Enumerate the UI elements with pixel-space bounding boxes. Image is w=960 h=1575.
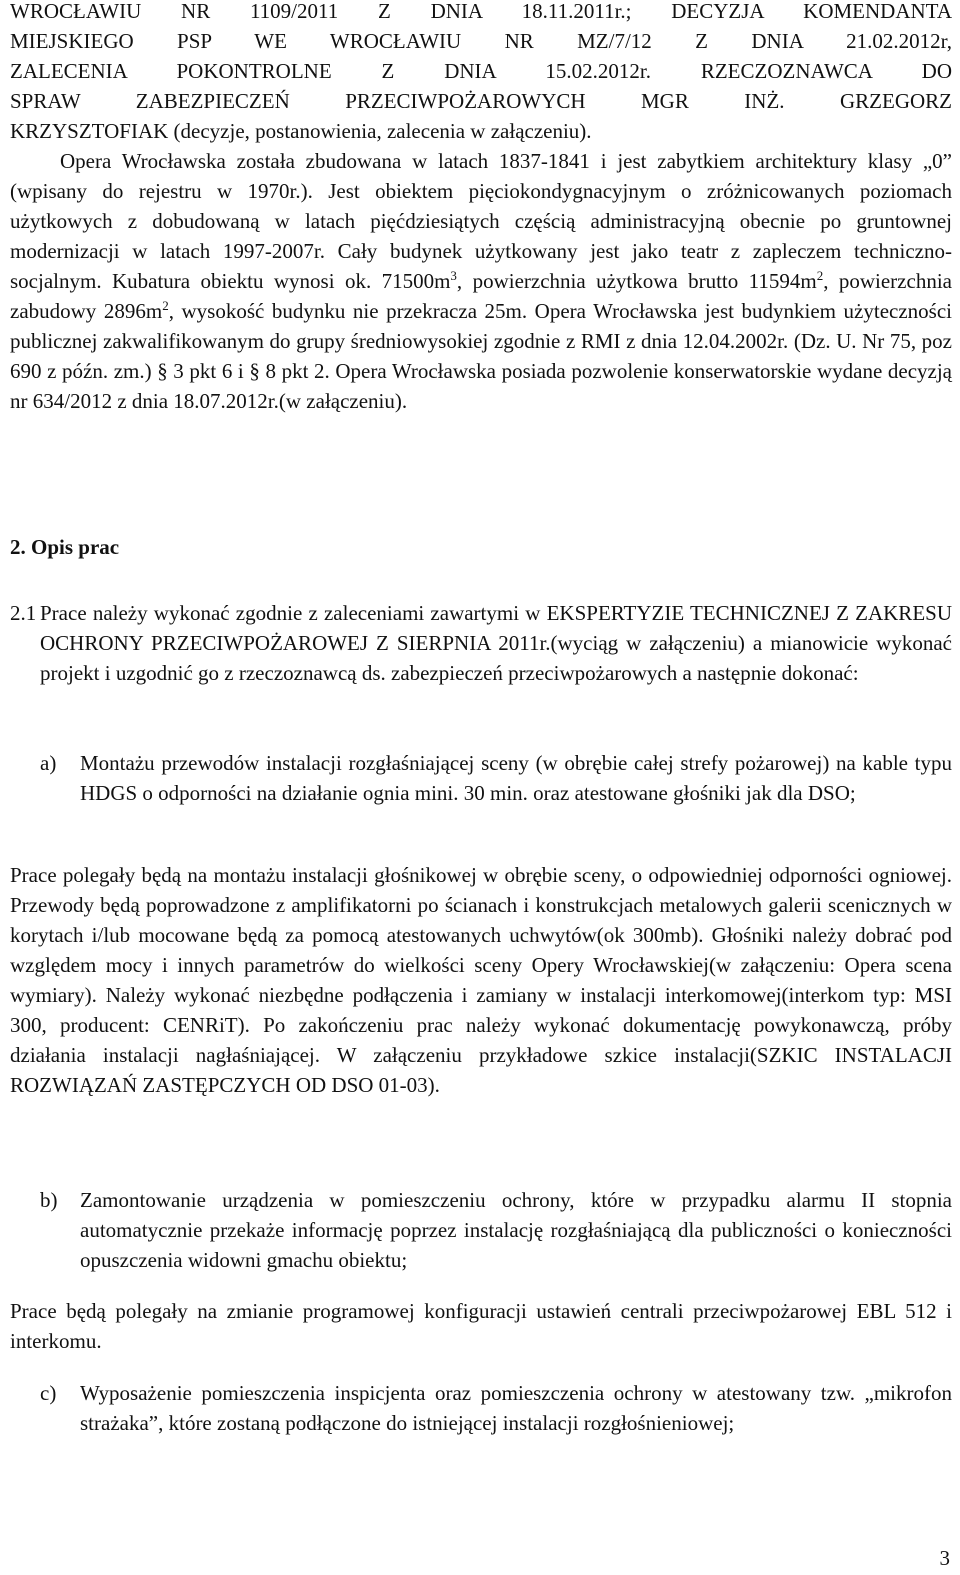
item-b-label: b) bbox=[40, 1188, 58, 1212]
item-b-detail: Prace będą polegały na zmianie programowej konfiguracji ustawień centrali przeciwpożarowej EBL 512 i interkomu. bbox=[10, 1299, 952, 1353]
section-text: Prace należy wykonać zgodnie z zaleceniami zawartymi w EKSPERTYZIE TECHNICZNEJ Z ZAKRESU OCHRONY PRZECIWPOŻAROWEJ Z SIERPNIA 2011r.(wyciąg w załączeniu) a mianowicie wykonać projekt i uzgodnić go z rzeczoznawcą ds. zabezpieczeń przeciwpożarowych a następnie dokonać: bbox=[40, 601, 952, 685]
item-c-label: c) bbox=[40, 1381, 57, 1405]
item-a-text: Montażu przewodów instalacji rozgłaśniającej sceny (w obrębie całej strefy pożarowej) na kable typu HDGS o odporności na działanie ognia mini. 30 min. oraz atestowane głośniki jak dla DSO; bbox=[80, 751, 952, 805]
item-a-detail: Prace polegały będą na montażu instalacji głośnikowej w obrębie sceny, o odpowiedniej odporności ogniowej. Przewody będą poprowadzone z amplifikatorni po ścianach i konstrukcjach metalowych galerii scenicznych w korytach i/lub mocowane będą za pomocą atestowanych uchwytów(ok 300mb). Głośniki należy dobrać pod względem mocy i innych parametrów do wielkości sceny Opery Wrocławskiej(w załączeniu: Opera scena wymiary). Należy wykonać niezbędne podłączenia i zamiany w instalacji interkomowej(interkom typ: MSI 300, producent: CENRiT). Po zakończeniu prac należy wykonać dokumentację powykonawczą, próby działania instalacji nagłaśniającej. W załączeniu przykładowe szkice instalacji(SZKIC INSTALACJI ROZWIĄZAŃ ZASTĘPCZYCH OD DSO 01-03). bbox=[10, 863, 952, 1097]
opera-description bbox=[10, 146, 952, 416]
item-c-text: Wyposażenie pomieszczenia inspicjenta oraz pomieszczenia ochrony w atestowany tzw. „mikrofon strażaka”, które zostaną podłączone do istniejącej instalacji rozgłośnieniowej; bbox=[80, 1381, 952, 1435]
section-number: 2.1 bbox=[10, 601, 37, 625]
intro-line-5: KRZYSZTOFIAK (decyzje, postanowienia, zalecenia w załączeniu). bbox=[10, 119, 592, 143]
item-a-label: a) bbox=[40, 751, 57, 775]
item-b-text: Zamontowanie urządzenia w pomieszczeniu ochrony, które w przypadku alarmu II stopnia automatycznie przekaże informację poprzez instalację rozgłaśniającą dla publiczności o konieczności opuszczenia widowni gmachu obiektu; bbox=[80, 1188, 952, 1272]
opera-text-4: , wysokość budynku nie przekracza 25m. Opera Wrocławska jest budynkiem użyteczności publicznej zakwalifikowanym do grupy średniowysokiej zgodnie z RMI z dnia 12.04.2002r. (Dz. U. Nr 75, poz 690 z późn. zm.) § 3 pkt 6 i § 8 pkt 2. Opera Wrocławska posiada pozwolenie konserwatorskie wydane decyzją nr 634/2012 z dnia 18.07.2012r.(w załączeniu). bbox=[10, 299, 952, 413]
opera-text-2: , powierzchnia użytkowa brutto 11594m bbox=[456, 269, 817, 293]
section-heading: 2. Opis prac bbox=[10, 535, 120, 559]
area-unit-sup: 2 bbox=[816, 268, 824, 283]
intro-line-3: ZALECENIA POKONTROLNE Z DNIA 15.02.2012r. RZECZOZNAWCA DO bbox=[10, 59, 952, 83]
opera-text-3: , powierzchnia zabudowy 2896m bbox=[10, 269, 952, 323]
intro-line-1: WROCŁAWIU NR 1109/2011 Z DNIA 18.11.2011r.; DECYZJA KOMENDANTA bbox=[10, 0, 952, 23]
volume-unit-sup: 3 bbox=[450, 268, 457, 283]
built-area-unit-sup: 2 bbox=[162, 298, 169, 313]
intro-line-4: SPRAW ZABEZPIECZEŃ PRZECIWPOŻAROWYCH MGR INŻ. GRZEGORZ bbox=[10, 89, 952, 113]
opera-text-1: Opera Wrocławska została zbudowana w latach 1837-1841 i jest zabytkiem architektury klasy „0” (wpisany do rejestru w 1970r.). Jest obiektem pięciokondygnacyjnym o zróżnicowanych poziomach użytkowych z dobudowaną w latach pięćdziesiątych częścią administracyjną obecnie po gruntownej modernizacji w latach 1997-2007r. Cały budynek użytkowany jest jako teatr z zapleczem techniczno-socjalnym. Kubatura obiektu wynosi ok. 71500m bbox=[10, 149, 952, 293]
intro-line-2: MIEJSKIEGO PSP WE WROCŁAWIU NR MZ/7/12 Z DNIA 21.02.2012r, bbox=[10, 29, 952, 53]
page-number: 3 bbox=[939, 1546, 950, 1570]
